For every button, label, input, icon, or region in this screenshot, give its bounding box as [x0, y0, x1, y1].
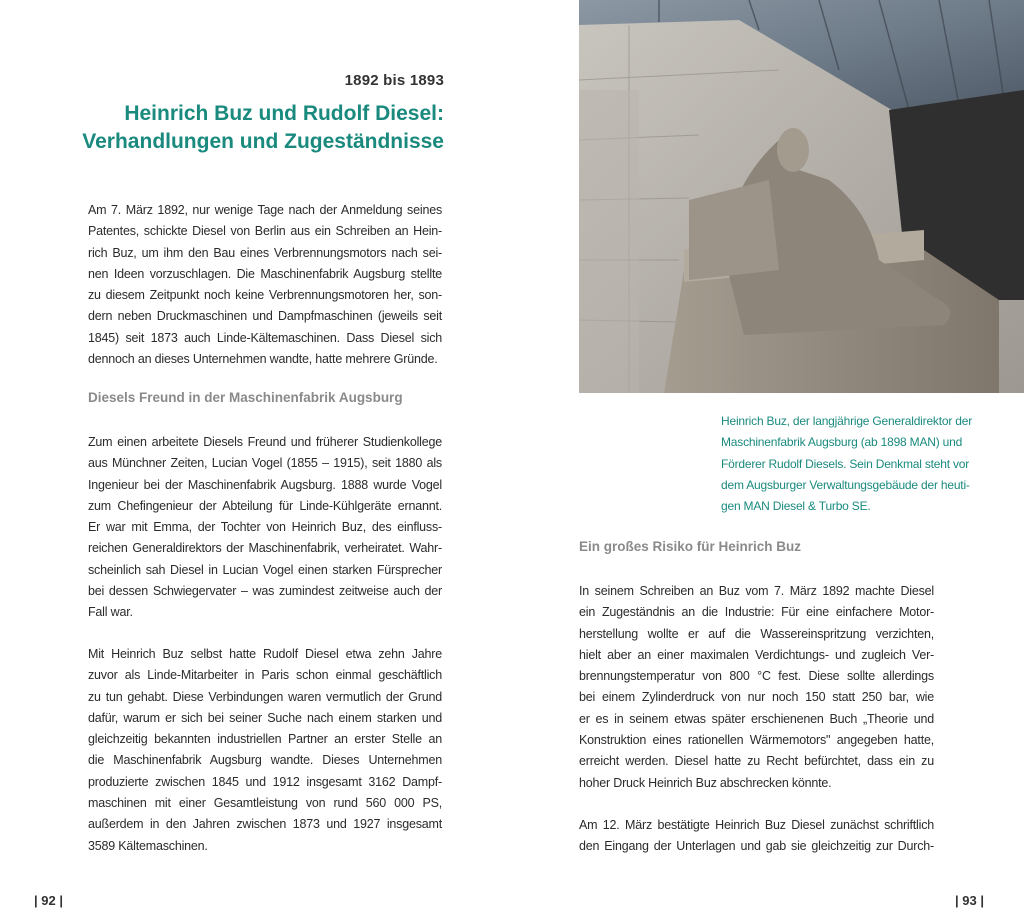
text-line: dafür, warum er sich bei seiner Suche nach einem starken und	[88, 710, 442, 725]
page-title	[82, 100, 444, 156]
text-line: Zum einen arbeitete Diesels Freund und früherer Studienkollege	[88, 435, 442, 449]
text-line: aus Münchner Zeiten, Lucian Vogel (1855 – 1915), seit 1880 als	[88, 456, 442, 471]
text-line: maschinen mit einer Gesamtleistung von rund 560 000 PS,	[88, 796, 442, 811]
text-line: hielt aber an einer maximalen Verdichtungs- und zugleich Ver-	[579, 647, 934, 662]
text-line: scheinlich sah Diesel in Lucian Vogel einen starken Fürsprecher	[88, 562, 442, 577]
text-line: er es in seinem etwas später erschienenen Buch „Theorie und	[579, 711, 934, 726]
page-number-right: | 93 |	[955, 893, 984, 908]
right-paragraph-2	[579, 815, 934, 858]
text-line: hoher Druck Heinrich Buz abschrecken könnte.	[579, 775, 832, 790]
text-line: dem Augsburger Verwaltungsgebäude der heuti-	[721, 477, 970, 492]
right-subheading: Ein großes Risiko für Heinrich Buz	[579, 539, 802, 554]
text-line: In seinem Schreiben an Buz vom 7. März 1892 machte Diesel	[579, 584, 934, 598]
text-line: Förderer Rudolf Diesels. Sein Denkmal steht vor	[721, 456, 970, 471]
text-line: Mit Heinrich Buz selbst hatte Rudolf Diesel etwa zehn Jahre	[88, 647, 442, 661]
text-line: 1845) seit 1873 auch Linde-Kältemaschinen. Dass Diesel sich	[88, 330, 442, 345]
left-paragraph-2	[88, 432, 442, 624]
left-subheading: Diesels Freund in der Maschinenfabrik Augsburg	[88, 390, 403, 405]
text-line: 3589 Kältemaschinen.	[88, 838, 208, 853]
page-number-left: | 92 |	[34, 893, 63, 908]
text-line: den Eingang der Unterlagen und gab sie gleichzeitig zur Durch-	[579, 839, 934, 854]
text-line: bei dessen Schwiegervater – was zumindest zeitweise auch der	[88, 584, 442, 599]
chapter-years: 1892 bis 1893	[344, 72, 444, 89]
text-line: Maschinenfabrik Augsburg (ab 1898 MAN) und	[721, 435, 963, 450]
text-line: herstellung wollte er auf die Wassereinspritzung verzichten,	[579, 626, 934, 641]
text-line: gen MAN Diesel & Turbo SE.	[721, 499, 871, 514]
text-line: zu tun gehabt. Diese Verbindungen waren vermutlich der Grund	[88, 689, 442, 704]
title-line: Verhandlungen und Zugeständnisse	[82, 130, 444, 153]
text-line: bei einem Zylinderdruck von nur noch 150 statt 250 bar, wie	[579, 690, 934, 705]
left-paragraph-1	[88, 200, 442, 370]
text-line: zu diesem Zeitpunkt noch keine Verbrennungsmotoren her, son-	[88, 288, 442, 303]
text-line: Er war mit Emma, der Tochter von Heinrich Buz, des einfluss-	[88, 520, 442, 535]
text-line: rich Buz, um ihm den Bau eines Verbrennungsmotors nach sei-	[88, 245, 442, 260]
title-line: Heinrich Buz und Rudolf Diesel:	[124, 102, 444, 125]
text-line: die Maschinenfabrik Augsburg wandte. Dieses Unternehmen	[88, 753, 442, 768]
photo-caption	[721, 411, 991, 517]
text-line: Heinrich Buz, der langjährige Generaldirektor der	[721, 414, 973, 428]
statue-photo	[579, 0, 1024, 393]
text-line: außerdem in den Jahren zwischen 1873 und 1927 insgesamt	[88, 817, 442, 832]
text-line: gleichzeitig bekannten industriellen Partner an erster Stelle an	[88, 732, 442, 747]
right-paragraph-1	[579, 581, 934, 794]
text-line: dern neben Druckmaschinen und Dampfmaschinen (jeweils seit	[88, 309, 442, 324]
text-line: Konstruktion eines rationellen Wärmemotors" angegeben hatte,	[579, 733, 934, 748]
text-line: Fall war.	[88, 605, 133, 620]
text-line: zuvor als Linde-Mitarbeiter in Paris schon einmal geschäftlich	[88, 668, 442, 683]
text-line: nen Ideen vorzuschlagen. Die Maschinenfabrik Augsburg stellte	[88, 266, 442, 281]
text-line: Am 7. März 1892, nur wenige Tage nach der Anmeldung seines	[88, 203, 442, 217]
text-line: erreicht werden. Diesel hatte zu Recht befürchtet, dass ein zu	[579, 754, 934, 769]
text-line: produzierte zwischen 1845 und 1912 insgesamt 3162 Dampf-	[88, 774, 442, 789]
text-line: Am 12. März bestätigte Heinrich Buz Diesel zunächst schriftlich	[579, 818, 934, 832]
text-line: dennoch an dieses Unternehmen wandte, hatte mehrere Gründe.	[88, 352, 438, 367]
text-line: brennungstemperatur von 800 °C fest. Diese sollte allerdings	[579, 669, 934, 684]
text-line: reichen Generaldirektors der Maschinenfabrik, verheiratet. Wahr-	[88, 541, 442, 556]
text-line: Patentes, schickte Diesel von Berlin aus ein Schreiben an Hein-	[88, 224, 442, 239]
left-paragraph-3	[88, 644, 442, 857]
text-line: Ingenieur bei der Maschinenfabrik Augsburg. 1888 wurde Vogel	[88, 477, 442, 492]
text-line: ein Zugeständnis an die Industrie: Für eine einfachere Motor-	[579, 605, 934, 620]
text-line: zum Chefingenieur der Abteilung für Linde-Kühlgeräte ernannt.	[88, 498, 442, 513]
